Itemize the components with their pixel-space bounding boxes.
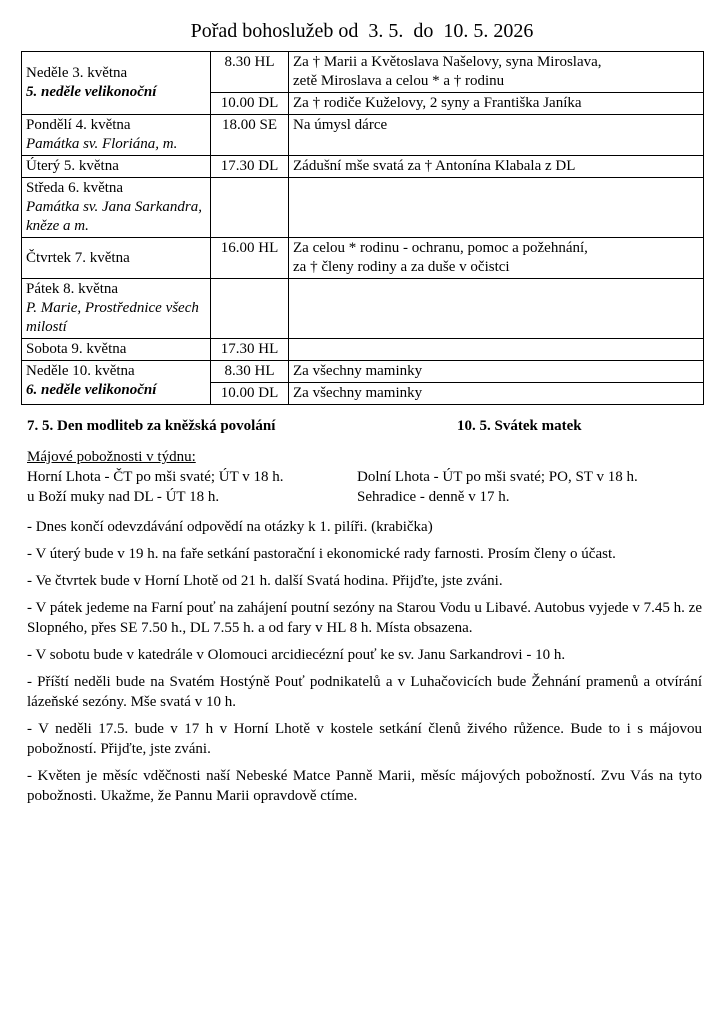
announcement: - V neděli 17.5. bude v 17 h v Horní Lhotě v kostele setkání členů živého růžence. Bude to i s májovou pobožností. Přijďte, jste zváni. [27,721,702,757]
day-cell [22,279,211,339]
announcement: - Dnes končí odevzdávání odpovědí na otázky k 1. pilíři. (krabička) [27,519,433,535]
table-row [22,361,704,383]
time-cell: 10.00 DL [211,93,289,115]
time-cell: 17.30 HL [211,339,289,361]
day-cell [22,238,211,279]
intention-cell [289,52,704,93]
time-cell: 10.00 DL [211,383,289,405]
day-label: Čtvrtek 7. května [26,249,130,266]
majove-row [27,487,707,507]
day-label: Pátek 8. května [26,281,119,297]
time-cell: 18.00 SE [211,115,289,156]
table-row [22,156,704,178]
table-row [22,115,704,156]
heading-left: 7. 5. Den modliteb za kněžská povolání [27,418,276,434]
table-row [22,339,704,361]
time-cell: 8.30 HL [211,52,289,93]
intention-line: Za celou * rodinu - ochranu, pomoc a požehnání, [293,240,588,256]
schedule-table [21,51,704,405]
day-label: Sobota 9. května [26,341,127,357]
majove-item: u Boží muky nad DL - ÚT 18 h. [27,489,220,505]
day-cell [22,115,211,156]
table-row [22,178,704,238]
intention-line: zetě Miroslava a celou * a † rodinu [293,73,505,89]
heading-right: 10. 5. Svátek matek [457,418,582,434]
day-cell [22,361,211,405]
intention-cell: Zádušní mše svatá za † Antonína Klabala z DL [289,156,704,178]
announcements [27,517,702,813]
day-cell [22,339,211,361]
announcement: - V úterý bude v 19 h. na faře setkání pastorační i ekonomické rady farnosti. Prosím členy o účast. [27,546,616,562]
announcement: - V sobotu bude v katedrále v Olomouci arcidiecézní pouť ke sv. Janu Sarkandrovi - 10 h. [27,647,566,663]
announcement: - Příští neděli bude na Svatém Hostýně Pouť podnikatelů a v Luhačovicích bude Žehnání pramenů a otvírání lázeňské sezóny. Mše svatá v 10 h. [27,674,702,710]
day-label: Středa 6. května [26,180,124,196]
table-row [22,52,704,93]
announcement: - Květen je měsíc vděčnosti naší Nebeské Matce Panně Marii, měsíc májových pobožností. Zvu Vás na tyto pobožnosti. Ukažme, že Pannu Marii opravdově ctíme. [27,768,702,804]
time-cell [211,279,289,339]
page-title: Pořad bohoslužeb od 3. 5. do 10. 5. 2026 [190,20,534,42]
majove-item: Horní Lhota - ČT po mši svaté; ÚT v 18 h. [27,469,284,485]
intention-cell [289,178,704,238]
day-cell [22,52,211,115]
majove-title: Májové pobožnosti v týdnu: [27,449,196,465]
day-note: P. Marie, Prostřednice všech milostí [26,300,199,335]
intention-cell: Za všechny maminky [289,361,704,383]
intention-cell [289,238,704,279]
day-note: 5. neděle velikonoční [26,84,157,100]
intention-line: Za † Marii a Květoslava Našelovy, syna Miroslava, [293,54,602,70]
day-note: Památka sv. Floriána, m. [26,136,178,152]
majove-row [27,467,707,487]
day-cell [22,156,211,178]
majove-item: Sehradice - denně v 17 h. [357,489,510,505]
announcement: - Ve čtvrtek bude v Horní Lhotě od 21 h. další Svatá hodina. Přijďte, jste zváni. [27,573,503,589]
time-cell [211,178,289,238]
day-label: Neděle 10. května [26,363,135,379]
table-row [22,238,704,279]
intention-cell: Za všechny maminky [289,383,704,405]
day-note: Památka sv. Jana Sarkandra, kněze a m. [26,199,202,234]
majove-section [27,447,707,507]
intention-cell: Na úmysl dárce [289,115,704,156]
intention-cell [289,279,704,339]
day-note: 6. neděle velikonoční [26,382,157,398]
day-label: Úterý 5. května [26,158,119,174]
day-cell [22,178,211,238]
day-label: Neděle 3. května [26,65,128,81]
time-cell: 8.30 HL [211,361,289,383]
intention-line: za † členy rodiny a za duše v očistci [293,259,510,275]
announcement: - V pátek jedeme na Farní pouť na zahájení poutní sezóny na Starou Vodu u Libavé. Autobus vyjede v 7.45 h. ze Slopného, přes SE 7.50 h., DL 7.55 h. a od fary v HL 8 h. Místa obsazena. [27,600,702,636]
table-row [22,279,704,339]
time-cell: 17.30 DL [211,156,289,178]
majove-item: Dolní Lhota - ÚT po mši svaté; PO, ST v 18 h. [357,469,638,485]
intention-cell: Za † rodiče Kuželovy, 2 syny a Františka Janíka [289,93,704,115]
time-cell: 16.00 HL [211,238,289,279]
intention-cell [289,339,704,361]
day-label: Pondělí 4. května [26,117,131,133]
